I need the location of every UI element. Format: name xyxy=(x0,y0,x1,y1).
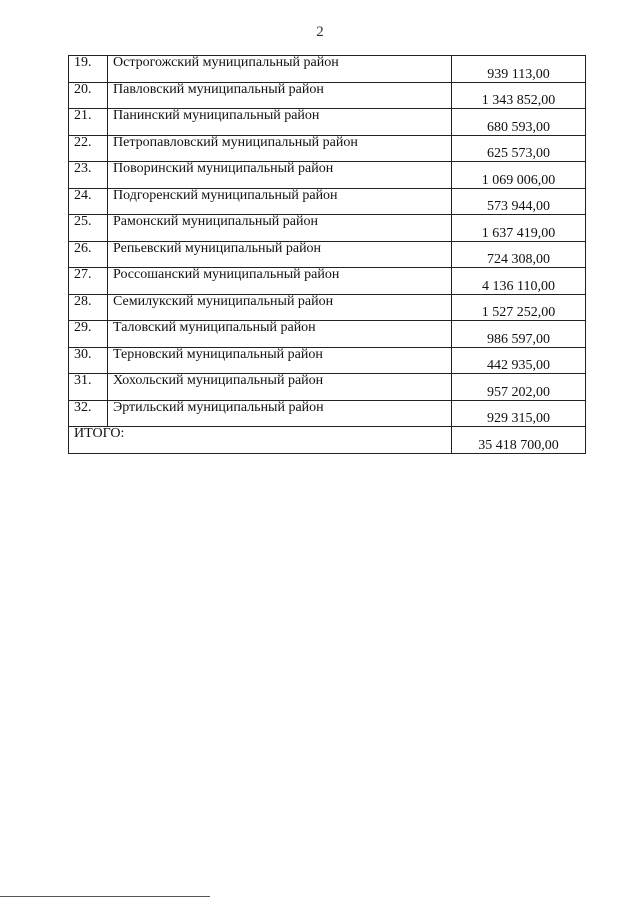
district-name: Терновский муниципальный район xyxy=(108,347,452,374)
row-number: 26. xyxy=(69,241,108,268)
table-row xyxy=(69,321,586,348)
row-number: 24. xyxy=(69,188,108,215)
district-name: Павловский муниципальный район xyxy=(108,82,452,109)
row-number: 19. xyxy=(69,56,108,83)
page-number: 2 xyxy=(316,24,324,40)
district-name: Таловский муниципальный район xyxy=(108,321,452,348)
amount-value: 939 113,00 xyxy=(452,56,586,83)
amount-value: 680 593,00 xyxy=(452,109,586,136)
table-row xyxy=(69,56,586,83)
table-row xyxy=(69,162,586,189)
district-name: Подгоренский муниципальный район xyxy=(108,188,452,215)
table-row xyxy=(69,215,586,242)
amount-value: 4 136 110,00 xyxy=(452,268,586,295)
table-row xyxy=(69,241,586,268)
amount-value: 625 573,00 xyxy=(452,135,586,162)
amount-value: 1 637 419,00 xyxy=(452,215,586,242)
amount-value: 442 935,00 xyxy=(452,347,586,374)
amount-value: 1 527 252,00 xyxy=(452,294,586,321)
district-name: Хохольский муниципальный район xyxy=(108,374,452,401)
row-number: 23. xyxy=(69,162,108,189)
table-row xyxy=(69,400,586,427)
district-name: Петропавловский муниципальный район xyxy=(108,135,452,162)
table-row xyxy=(69,109,586,136)
table-row xyxy=(69,135,586,162)
total-amount: 35 418 700,00 xyxy=(452,427,586,454)
table-row xyxy=(69,347,586,374)
table-row xyxy=(69,268,586,295)
row-number: 32. xyxy=(69,400,108,427)
total-row xyxy=(69,427,586,454)
row-number: 30. xyxy=(69,347,108,374)
district-name: Острогожский муниципальный район xyxy=(108,56,452,83)
table-row xyxy=(69,374,586,401)
row-number: 31. xyxy=(69,374,108,401)
footer-divider xyxy=(0,896,210,897)
total-label: ИТОГО: xyxy=(69,427,452,454)
amount-value: 986 597,00 xyxy=(452,321,586,348)
table-row xyxy=(69,82,586,109)
row-number: 29. xyxy=(69,321,108,348)
row-number: 28. xyxy=(69,294,108,321)
table-body xyxy=(69,56,586,454)
district-name: Эртильский муниципальный район xyxy=(108,400,452,427)
row-number: 21. xyxy=(69,109,108,136)
district-name: Поворинский муниципальный район xyxy=(108,162,452,189)
amount-value: 957 202,00 xyxy=(452,374,586,401)
district-name: Россошанский муниципальный район xyxy=(108,268,452,295)
row-number: 27. xyxy=(69,268,108,295)
district-name: Семилукский муниципальный район xyxy=(108,294,452,321)
table-row xyxy=(69,188,586,215)
amount-value: 1 069 006,00 xyxy=(452,162,586,189)
allocation-table xyxy=(68,55,586,454)
district-name: Рамонский муниципальный район xyxy=(108,215,452,242)
district-name: Репьевский муниципальный район xyxy=(108,241,452,268)
amount-value: 573 944,00 xyxy=(452,188,586,215)
amount-value: 929 315,00 xyxy=(452,400,586,427)
row-number: 20. xyxy=(69,82,108,109)
row-number: 22. xyxy=(69,135,108,162)
table-row xyxy=(69,294,586,321)
amount-value: 1 343 852,00 xyxy=(452,82,586,109)
district-name: Панинский муниципальный район xyxy=(108,109,452,136)
amount-value: 724 308,00 xyxy=(452,241,586,268)
row-number: 25. xyxy=(69,215,108,242)
